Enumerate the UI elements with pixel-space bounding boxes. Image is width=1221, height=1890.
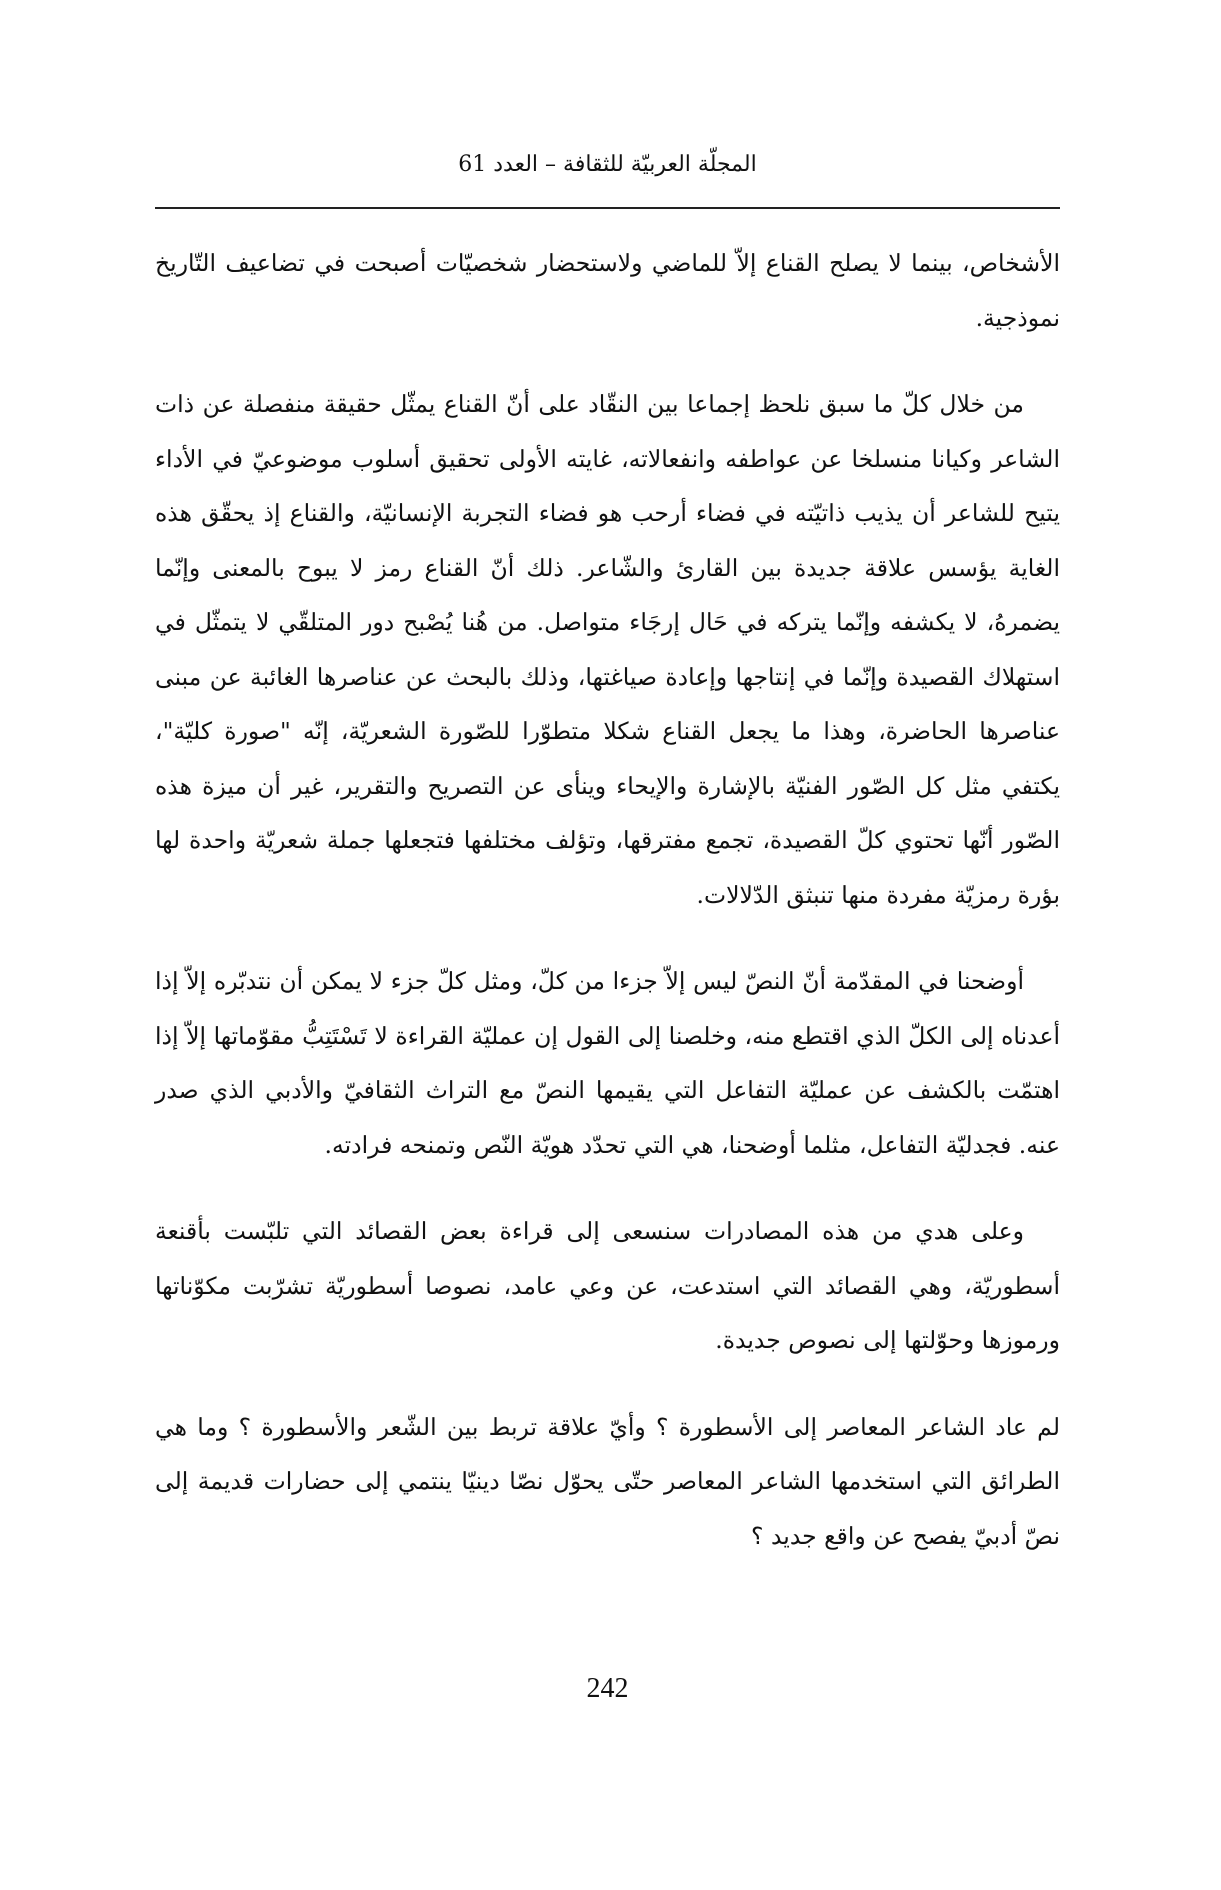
page-number: 242 [586, 1673, 629, 1704]
running-header: المجلّة العربيّة للثقافة – العدد 61 [458, 152, 757, 177]
paragraph-gap [155, 922, 1060, 954]
paragraph-continued: الأشخاص، بينما لا يصلح القناع إلاّ للماضي ولاستحضار شخصيّات أصبحت في تضاعيف التّاريخ نموذجية. [155, 249, 1060, 332]
paragraph-gap [155, 1368, 1060, 1400]
paragraph-mask-analysis: من خلال كلّ ما سبق نلحظ إجماعا بين النقّاد على أنّ القناع يمثّل حقيقة منفصلة عن ذات الشاعر وكيانا منسلخا عن عواطفه وانفعالاته، غايته الأولى تحقيق أسلوب موضوعيّ في الأداء يتيح للشاعر أن يذيب ذاتيّته في فضاء أرحب هو فضاء التجربة الإنسانيّة، والقناع إذ يحقّق هذه الغاية يؤسس علاقة جديدة بين القارئ والشّاعر. ذلك أنّ القناع رمز لا يبوح بالمعنى وإنّما يضمرهُ، لا يكشفه وإنّما يتركه في حَال إرجَاء متواصل. من هُنا يُصْبح دور المتلقّي لا يتمثّل في استهلاك القصيدة وإنّما في إنتاجها وإعادة صياغتها، وذلك بالبحث عن عناصرها الغائبة عن مبنى عناصرها الحاضرة، وهذا ما يجعل القناع شكلا متطوّرا للصّورة الشعريّة، إنّه "صورة كليّة"، يكتفي مثل كل الصّور الفنيّة بالإشارة والإيحاء وينأى عن التصريح والتقرير، غير أن ميزة هذه الصّور أنّها تحتوي كلّ القصيدة، تجمع مفترقها، وتؤلف مختلفها فتجعلها جملة شعريّة واحدة لها بؤرة رمزيّة مفردة منها تنبثق الدّلالات. [155, 390, 1060, 909]
paragraph-approach: وعلى هدي من هذه المصادرات سنسعى إلى قراءة بعض القصائد التي تلبّست بأقنعة أسطوريّة، وهي القصائد التي استدعت، عن وعي عامد، نصوصا أسطوريّة تشرّبت مكوّناتها ورموزها وحوّلتها إلى نصوص جديدة. [155, 1217, 1060, 1354]
article-body [155, 236, 1060, 1563]
paragraph-gap [155, 345, 1060, 377]
paragraph-gap [155, 1172, 1060, 1204]
paragraph-questions: لم عاد الشاعر المعاصر إلى الأسطورة ؟ وأيّ علاقة تربط بين الشّعر والأسطورة ؟ وما هي الطرائق التي استخدمها الشاعر المعاصر حتّى يحوّل نصّا دينيّا ينتمي إلى حضارات قديمة إلى نصّ أدبيّ يفصح عن واقع جديد ؟ [155, 1412, 1060, 1550]
header-divider [155, 207, 1060, 209]
paragraph-intertext: أوضحنا في المقدّمة أنّ النصّ ليس إلاّ جزءا من كلّ، ومثل كلّ جزء لا يمكن أن نتدبّره إلاّ إذا أعدناه إلى الكلّ الذي اقتطع منه، وخلصنا إلى القول إن عمليّة القراءة لا تَسْتَتِبُّ مقوّماتها إلاّ إذا اهتمّت بالكشف عن عمليّة التفاعل التي يقيمها النصّ مع التراث الثقافيّ والأدبي الذي صدر عنه. فجدليّة التفاعل، مثلما أوضحنا، هي التي تحدّد هويّة النّص وتمنحه فرادته. [155, 967, 1060, 1159]
